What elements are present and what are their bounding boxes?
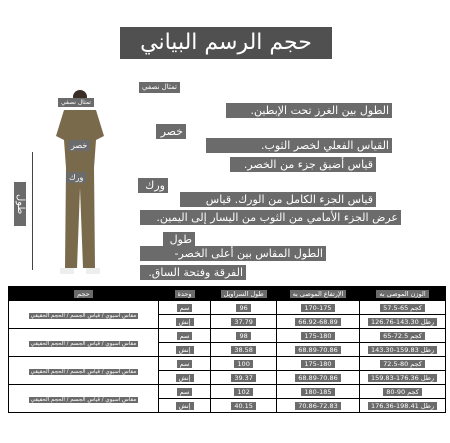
- size-note: مقاس آسيوي / قياس الجسم / الحجم الحقيقي: [30, 312, 137, 319]
- header-height: الإرتفاع الموصى به: [290, 290, 347, 298]
- table-row: [9, 301, 446, 315]
- weight-kg: 72.5-80 كجم: [380, 360, 425, 368]
- height-cm: 170-175: [301, 304, 334, 312]
- desc-waist-title: خصر: [156, 124, 186, 139]
- weight-lb: 126.76-143.30 رطل: [368, 318, 437, 326]
- desc-hip-title: ورك: [138, 178, 168, 193]
- desc-hip-2: عرض الجزء الأمامي من الثوب من اليسار إلى اليمين.: [140, 210, 401, 225]
- desc-length-2: الفرقة وفتحة الساق.: [140, 265, 246, 280]
- height-in: 70.86-72.83: [295, 402, 341, 410]
- figure-label-length: طول: [14, 182, 26, 226]
- weight-lb: 143.30-159.83 رطل: [368, 346, 437, 354]
- length-cm: 102: [234, 388, 252, 396]
- figure-label-hip: ورك: [66, 172, 86, 183]
- weight-lb: 159.83-176.36 رطل: [368, 374, 437, 382]
- header-unit: وحدة: [175, 290, 195, 298]
- unit-in: إنش: [176, 402, 194, 410]
- unit-in: إنش: [176, 318, 194, 326]
- length-in: 37.79: [231, 318, 256, 326]
- header-weight: الوزن الموصى به: [376, 290, 428, 298]
- size-table: [8, 286, 446, 413]
- desc-waist-2: قياس أضيق جزء من الخصر.: [230, 157, 376, 172]
- header-size: حجم: [74, 290, 93, 298]
- figure-label-waist: خصر: [68, 140, 90, 151]
- height-cm: 175-180: [301, 332, 334, 340]
- weight-kg: 57.5-65 كجم: [380, 304, 425, 312]
- desc-hip-1: قياس الجزء الكامل من الورك. قياس: [180, 192, 376, 207]
- length-in: 40.15: [231, 402, 256, 410]
- desc-length-1: الطول المقاس بين أعلى الخصر-: [140, 246, 326, 261]
- figure-label-bust: تمثال نصفي: [58, 98, 94, 107]
- length-cm: 98: [236, 332, 250, 340]
- table-row: [9, 357, 446, 371]
- model-figure: [50, 88, 110, 278]
- weight-kg: 80-90 كجم: [383, 388, 422, 396]
- length-in: 38.58: [231, 346, 256, 354]
- desc-length-title: طول: [163, 232, 195, 247]
- height-in: 68.89-70.86: [295, 346, 341, 354]
- page-title: حجم الرسم البياني: [120, 27, 332, 59]
- model-label: تمثال نصفي: [139, 82, 180, 93]
- size-note: مقاس آسيوي / قياس الجسم / الحجم الحقيقي: [30, 368, 137, 375]
- height-cm: 175-180: [301, 360, 334, 368]
- weight-lb: 176.36-198.41 رطل: [368, 402, 437, 410]
- length-cm: 96: [236, 304, 250, 312]
- height-in: 66.92-68.89: [295, 318, 341, 326]
- desc-bust: الطول بين الغرز تحت الإبطين.: [226, 103, 392, 118]
- unit-cm: سم: [177, 360, 193, 368]
- table-row: [9, 385, 446, 399]
- unit-cm: سم: [177, 332, 193, 340]
- length-dimension-line: [32, 152, 33, 270]
- size-note: مقاس آسيوي / قياس الجسم / الحجم الحقيقي: [30, 396, 137, 403]
- size-note: مقاس آسيوي / قياس الجسم / الحجم الحقيقي: [30, 340, 137, 347]
- unit-in: إنش: [176, 374, 194, 382]
- desc-waist-1: القياس الفعلي لخصر الثوب.: [206, 138, 392, 153]
- unit-cm: سم: [177, 304, 193, 312]
- header-length: طول السراويل: [221, 290, 267, 298]
- table-header-row: [9, 287, 446, 301]
- unit-cm: سم: [177, 388, 193, 396]
- length-in: 39.37: [231, 374, 256, 382]
- length-cm: 100: [234, 360, 252, 368]
- table-row: [9, 329, 446, 343]
- weight-kg: 65-72.5 كجم: [380, 332, 425, 340]
- height-in: 68.89-70.86: [295, 374, 341, 382]
- unit-in: إنش: [176, 346, 194, 354]
- height-cm: 180-185: [301, 388, 334, 396]
